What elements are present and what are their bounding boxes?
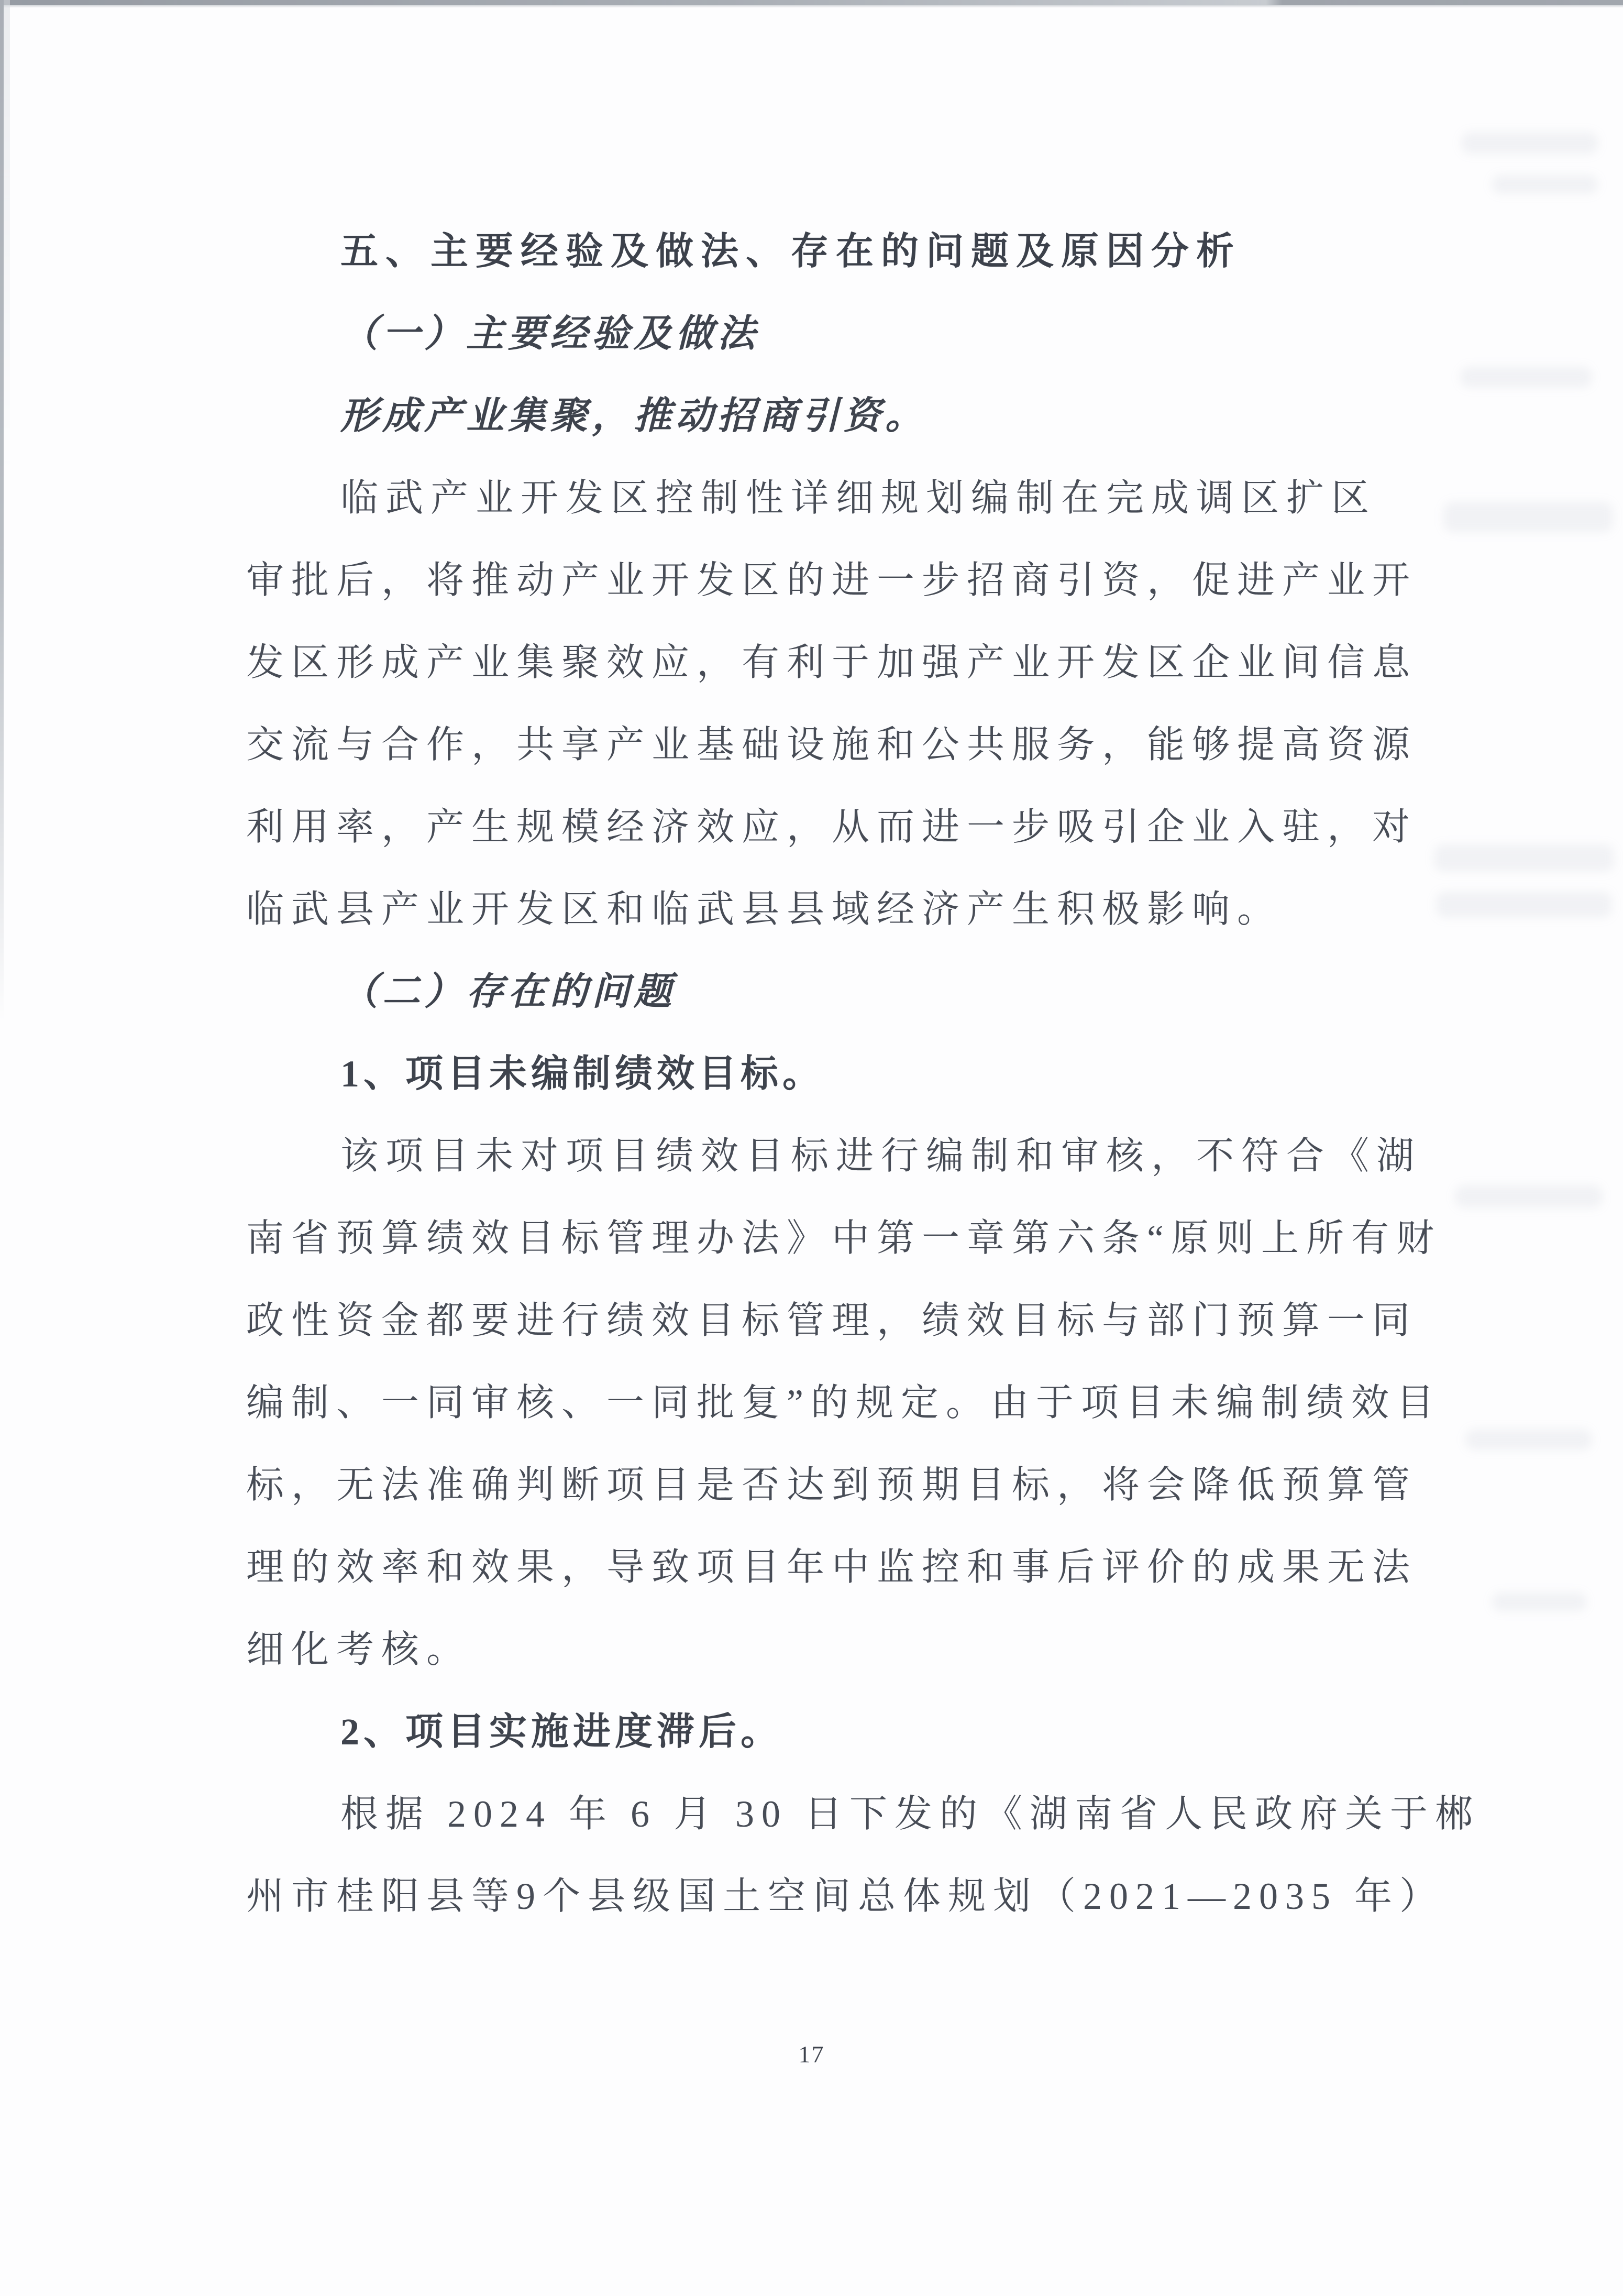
paragraph-line: 审批后，将推动产业开发区的进一步招商引资，促进产业开 (246, 559, 1418, 601)
heading-issue-2: 2、项目实施进度滞后。 (340, 1711, 783, 1753)
heading-subsection-2: （二）存在的问题 (340, 971, 676, 1013)
page-number: 17 (798, 2041, 825, 2068)
paragraph-line: 交流与合作，共享产业基础设施和公共服务，能够提高资源 (246, 724, 1418, 766)
bleed-through-artifact (1461, 132, 1598, 154)
paragraph-line: 标，无法准确判断项目是否达到预期目标，将会降低预算管 (246, 1464, 1418, 1506)
bleed-through-artifact (1436, 892, 1612, 918)
paragraph-line: 南省预算绩效目标管理办法》中第一章第六条“原则上所有财 (246, 1217, 1441, 1259)
paragraph-line: 利用率，产生规模经济效应，从而进一步吸引企业入驻，对 (246, 806, 1418, 848)
scan-edge-left (0, 0, 4, 1021)
bleed-through-artifact (1492, 1592, 1587, 1611)
paragraph-line: 临武县产业开发区和临武县县域经济产生积极影响。 (246, 888, 1283, 930)
bleed-through-artifact (1455, 1185, 1603, 1208)
lead-sentence: 形成产业集聚，推动招商引资。 (340, 395, 928, 437)
paragraph-line: 细化考核。 (246, 1629, 472, 1671)
paragraph-line: 临武产业开发区控制性详细规划编制在完成调区扩区 (340, 477, 1377, 519)
scan-edge-left-shadow (4, 0, 10, 471)
scan-edge-top-shadow (0, 5, 1623, 8)
paragraph-line: 州市桂阳县等9个县级国土空间总体规划（2021—2035 年） (246, 1875, 1445, 1917)
paragraph-line: 该项目未对项目绩效目标进行编制和审核，不符合《湖 (340, 1135, 1422, 1177)
document-body (246, 211, 1481, 1938)
paragraph-line: 编制、一同审核、一同批复”的规定。由于项目未编制绩效目 (246, 1382, 1441, 1424)
paragraph-line: 发区形成产业集聚效应，有利于加强产业开发区企业间信息 (246, 642, 1418, 684)
bleed-through-artifact (1443, 502, 1613, 532)
heading-section-5: 五、主要经验及做法、存在的问题及原因分析 (340, 230, 1242, 272)
paragraph-line: 理的效率和效果，导致项目年中监控和事后评价的成果无法 (246, 1546, 1418, 1588)
heading-subsection-1: （一）主要经验及做法 (340, 313, 760, 355)
bleed-through-artifact (1465, 1429, 1592, 1450)
bleed-through-artifact (1434, 844, 1614, 872)
bleed-through-artifact (1492, 175, 1598, 194)
scan-edge-top (0, 0, 1623, 5)
paragraph-line: 政性资金都要进行绩效目标管理，绩效目标与部门预算一同 (246, 1300, 1418, 1342)
heading-issue-1: 1、项目未编制绩效目标。 (340, 1053, 825, 1095)
paragraph-line: 根据 2024 年 6 月 30 日下发的《湖南省人民政府关于郴 (340, 1793, 1481, 1835)
bleed-through-artifact (1460, 367, 1592, 388)
